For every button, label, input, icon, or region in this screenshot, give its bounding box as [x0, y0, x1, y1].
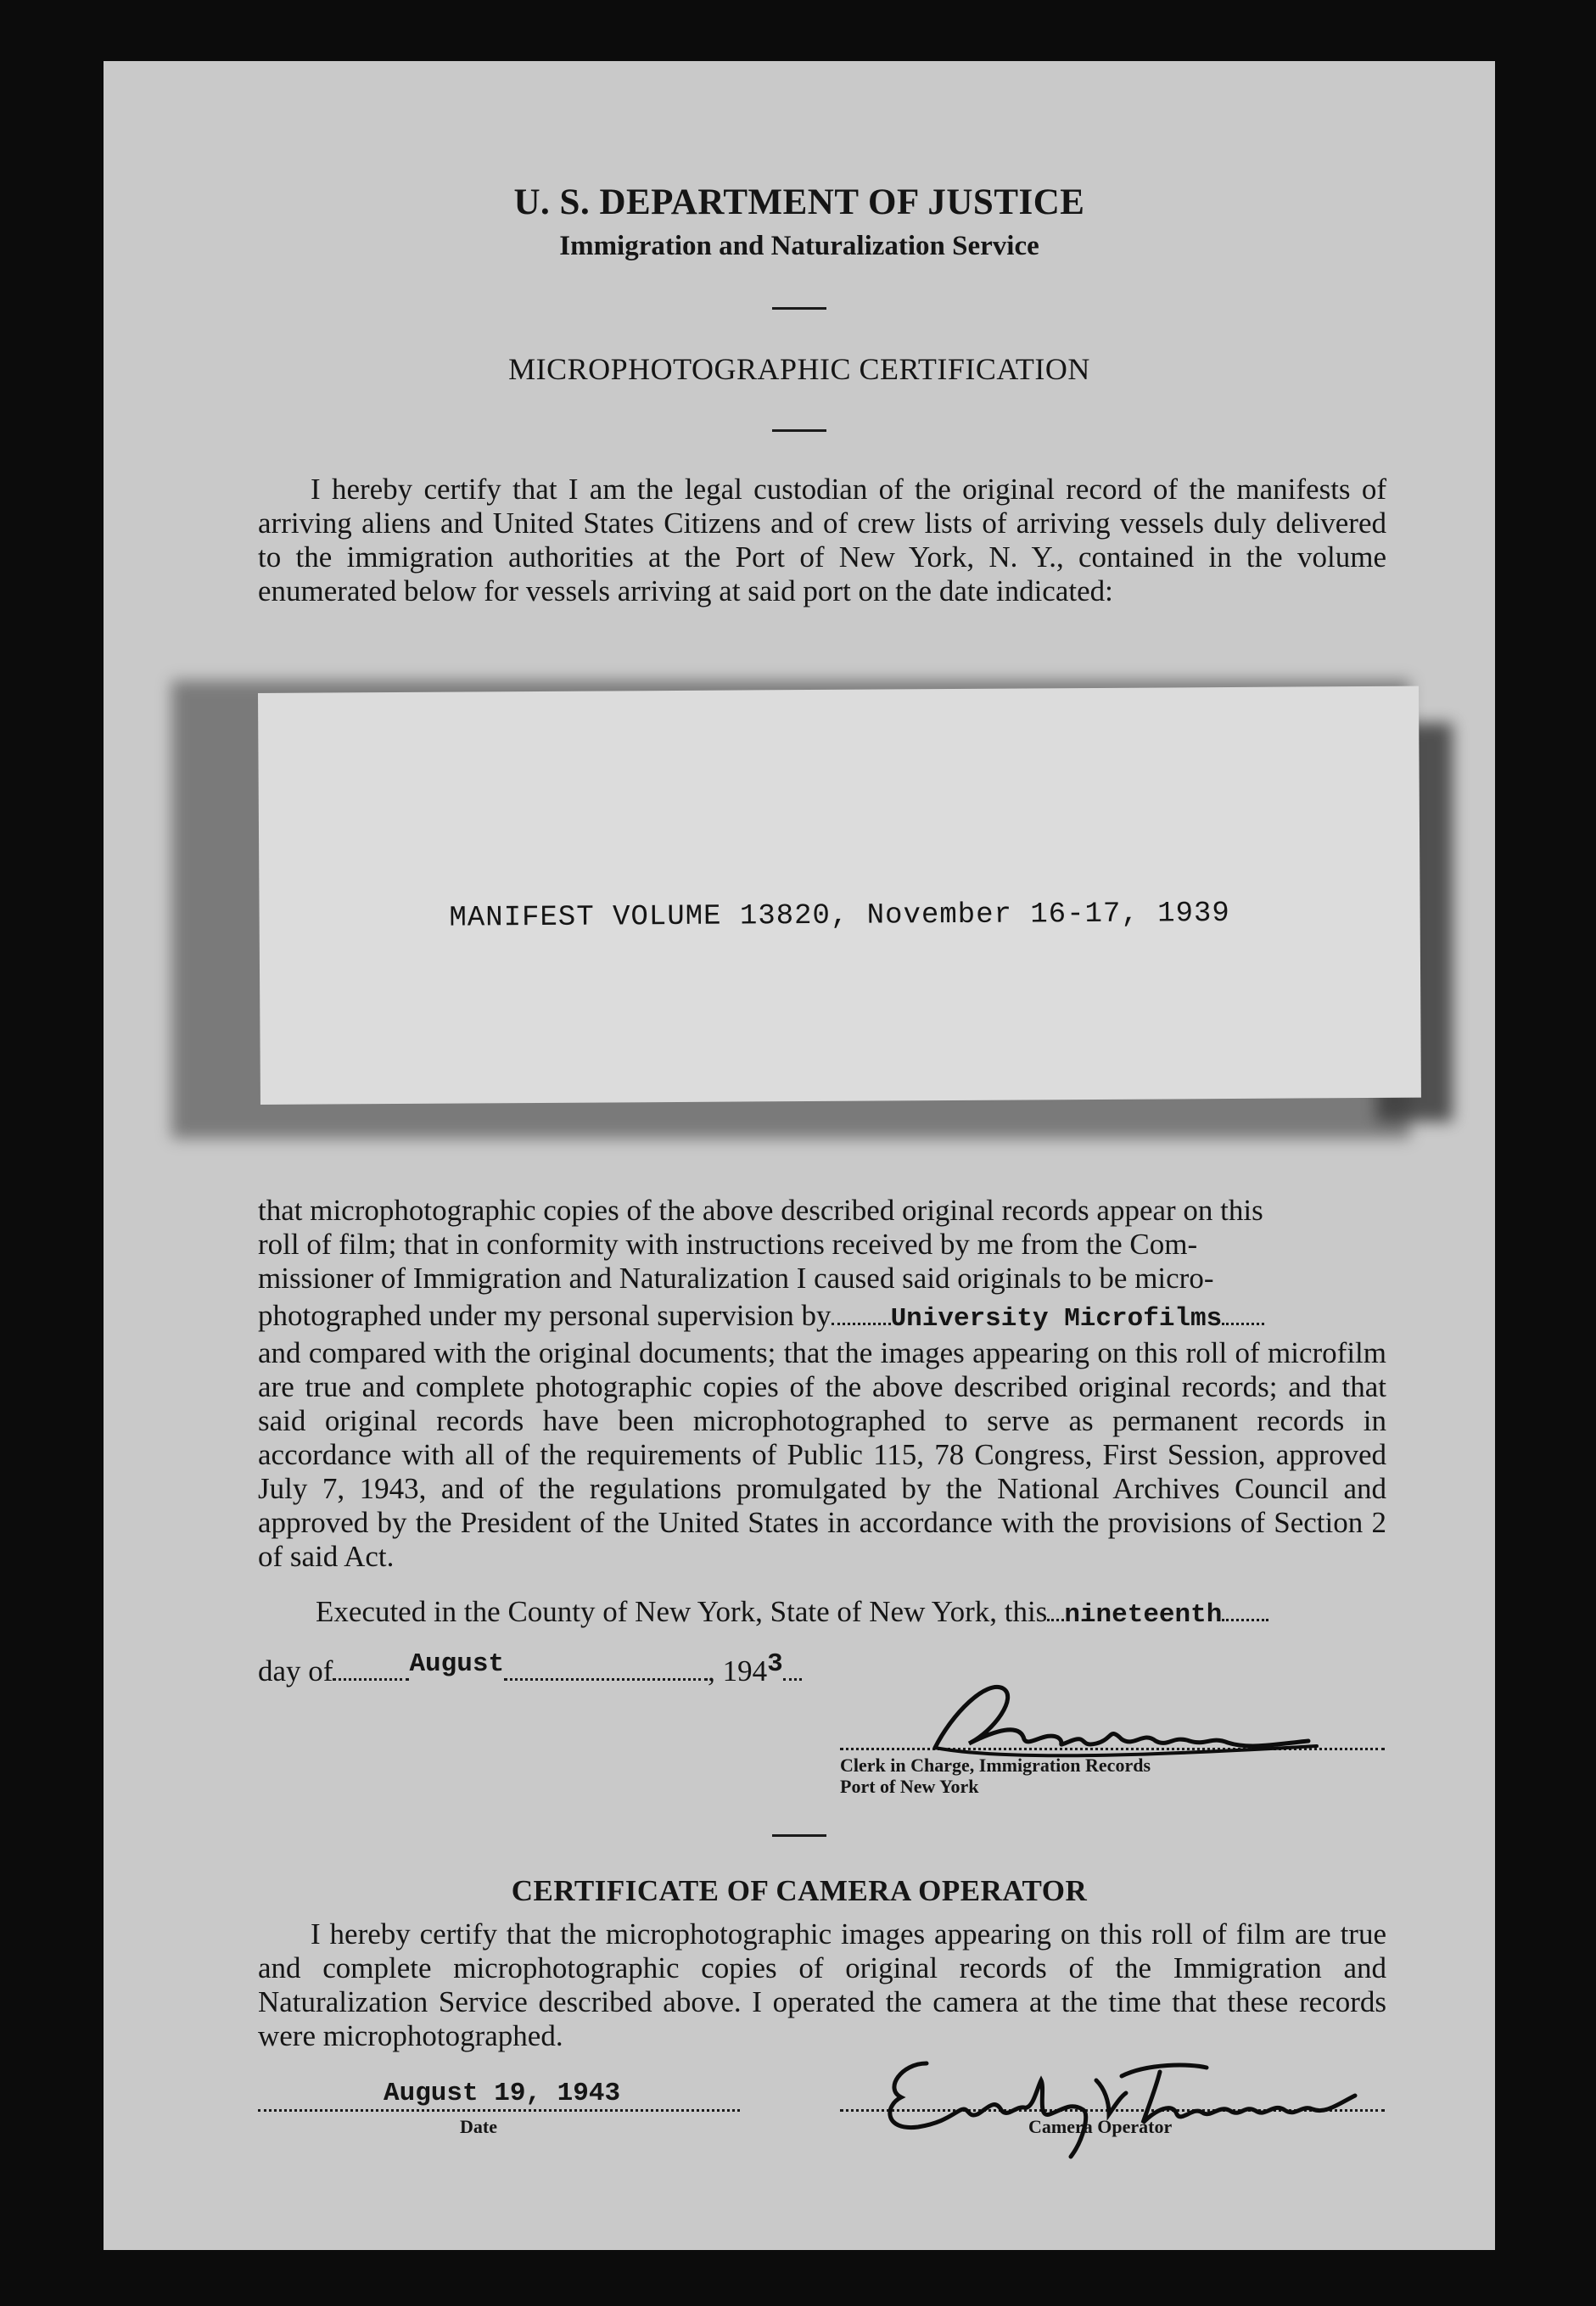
camera-date-value: August 19, 1943 — [384, 2079, 621, 2108]
manifest-volume-label: MANIFEST VOLUME 13820, November 16-17, 1939 — [449, 898, 1230, 935]
body-line: that microphotographic copies of the above described original records appear on this — [258, 1194, 1263, 1227]
department-heading: U. S. DEPARTMENT OF JUSTICE — [513, 182, 1085, 222]
divider — [772, 1834, 826, 1837]
operator-signature — [867, 2029, 1376, 2165]
body-line — [258, 1299, 1386, 1336]
clerk-title-line2: Port of New York — [840, 1776, 979, 1797]
date-label: Date — [460, 2116, 497, 2137]
fill-dots — [333, 1656, 409, 1681]
execution-text: Executed in the County of New York, State of New York, this — [316, 1595, 1048, 1628]
body-line: missioner of Immigration and Naturalization I caused said originals to be micro- — [258, 1262, 1214, 1295]
fill-dots — [1047, 1597, 1064, 1621]
clerk-title — [840, 1755, 1151, 1797]
year-prefix: , 194 — [708, 1654, 768, 1688]
document-sheet — [104, 61, 1495, 2250]
service-subheading: Immigration and Naturalization Service — [559, 231, 1039, 261]
divider — [772, 307, 826, 310]
supervision-text: photographed under my personal supervision by — [258, 1299, 832, 1332]
day-of-label: day of — [258, 1654, 333, 1688]
camera-certificate-title: CERTIFICATE OF CAMERA OPERATOR — [511, 1874, 1088, 1907]
manifest-volume-card — [258, 686, 1421, 1105]
fill-dots — [504, 1656, 708, 1681]
photographer-name: University Microfilms — [890, 1304, 1223, 1334]
camera-certificate-text: I hereby certify that the microphotographic images appearing on this roll of film are true and complete microphotographic copies of original records of the Immigration and Naturalization Service described above. I operated the camera at the time that these records were microphotographed. — [258, 1917, 1386, 2052]
certification-title: MICROPHOTOGRAPHIC CERTIFICATION — [508, 352, 1090, 386]
operator-label: Camera Operator — [1028, 2116, 1173, 2137]
intro-paragraph: I hereby certify that I am the legal custodian of the original record of the manifests of arriving aliens and United States Citizens and of crew lists of arriving vessels duly delivered to the immigration authorities at the Port of New York, N. Y., contained in the volume enumerated below for vessels arriving at said port on the date indicated: — [258, 473, 1386, 607]
fill-dots — [832, 1301, 891, 1325]
body-rest: and compared with the original documents; that the images appearing on this roll of microfilm are true and complete photographic copies of the above described original records; and that said original records have been microphotographed to serve as permanent records in accordance with all of the requirements of Public 115, 78 Congress, First Session, approved July 7, 1943, and of the regulations promulgated by the National Archives Council and approved by the President of the United States in accordance with the provisions of Section 2 of said Act. — [258, 1336, 1386, 1573]
date-signature-line — [258, 2109, 740, 2112]
date-line — [258, 1649, 802, 1689]
clerk-title-line1: Clerk in Charge, Immigration Records — [840, 1755, 1151, 1776]
body-line: roll of film; that in conformity with instructions received by me from the Com- — [258, 1228, 1198, 1261]
year-digit: 3 — [767, 1649, 783, 1679]
fill-dots — [1222, 1301, 1264, 1325]
execution-month: August — [409, 1649, 505, 1679]
certification-body — [258, 1194, 1386, 1574]
execution-day: nineteenth — [1064, 1600, 1223, 1630]
divider — [772, 429, 826, 432]
fill-dots — [783, 1656, 802, 1681]
execution-line — [316, 1595, 1268, 1630]
fill-dots — [1222, 1597, 1268, 1621]
